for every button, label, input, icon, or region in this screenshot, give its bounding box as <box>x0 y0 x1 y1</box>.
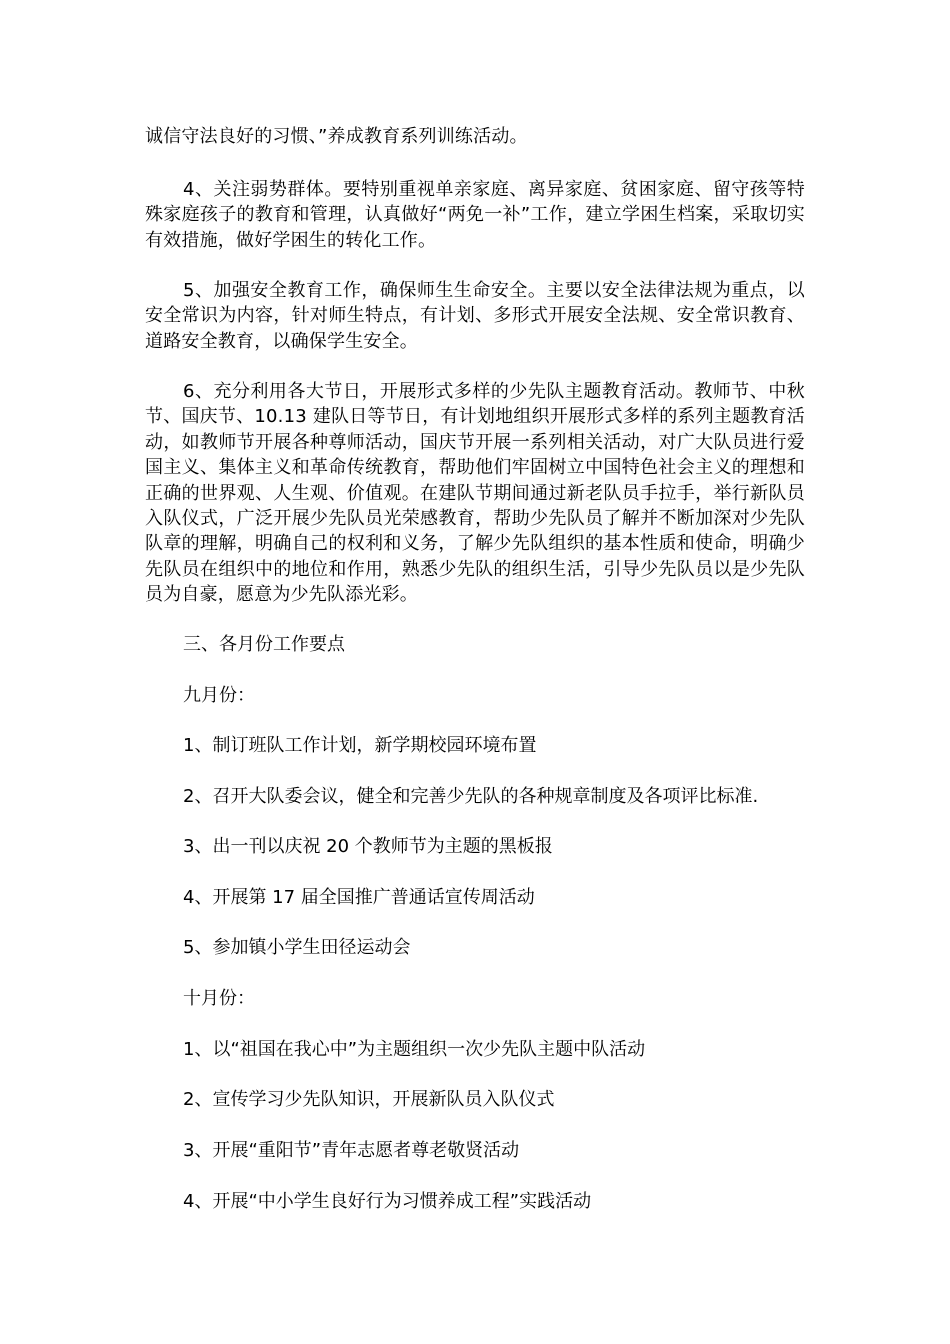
paragraph-item-6: 6、充分利用各大节日，开展形式多样的少先队主题教育活动。教师节、中秋节、国庆节、10.13 建队日等节日，有计划地组织开展形式多样的系列主题教育活动，如教师节开展各种尊师活动，国庆节开展一系列相关活动，对广大队员进行爱国主义、集体主义和革命传统教育，帮助他们牢固树立中国特色社会主义的理想和正确的世界观、人生观、价值观。在建队节期间通过新老队员手拉手，举行新队员入队仪式，广泛开展少先队员光荣感教育，帮助少先队员了解并不断加深对少先队队章的理解，明确自己的权利和义务，了解少先队组织的基本性质和使命，明确少先队员在组织中的地位和作用，熟悉少先队的组织生活，引导少先队员以是少先队员为自豪，愿意为少先队添光彩。 <box>145 381 805 606</box>
september-item-4: 4、开展第 17 届全国推广普通话宣传周活动 <box>183 887 535 908</box>
paragraph-item-4: 4、关注弱势群体。要特别重视单亲家庭、离异家庭、贫困家庭、留守孩等特殊家庭孩子的教育和管理，认真做好“两免一补”工作，建立学困生档案，采取切实有效措施，做好学困生的转化工作。 <box>145 179 805 251</box>
paragraph-continuation: 诚信守法良好的习惯、”养成教育系列训练活动。 <box>145 126 528 147</box>
october-item-4: 4、开展“中小学生良好行为习惯养成工程”实践活动 <box>183 1191 592 1212</box>
october-item-2: 2、宣传学习少先队知识，开展新队员入队仪式 <box>183 1089 555 1110</box>
september-item-2: 2、召开大队委会议，健全和完善少先队的各种规章制度及各项评比标准. <box>183 786 759 807</box>
october-item-1: 1、以“祖国在我心中”为主题组织一次少先队主题中队活动 <box>183 1039 646 1060</box>
september-item-3: 3、出一刊以庆祝 20 个教师节为主题的黑板报 <box>183 836 553 857</box>
paragraph-item-5: 5、加强安全教育工作，确保师生生命安全。主要以安全法律法规为重点，以安全常识为内容，针对师生特点，有计划、多形式开展安全法规、安全常识教育、道路安全教育，以确保学生安全。 <box>145 280 805 352</box>
september-heading: 九月份： <box>183 685 255 706</box>
october-item-3: 3、开展“重阳节”青年志愿者尊老敬贤活动 <box>183 1140 520 1161</box>
september-item-1: 1、制订班队工作计划，新学期校园环境布置 <box>183 735 537 756</box>
october-heading: 十月份： <box>183 988 255 1009</box>
section-heading: 三、各月份工作要点 <box>183 634 345 655</box>
september-item-5: 5、参加镇小学生田径运动会 <box>183 937 411 958</box>
